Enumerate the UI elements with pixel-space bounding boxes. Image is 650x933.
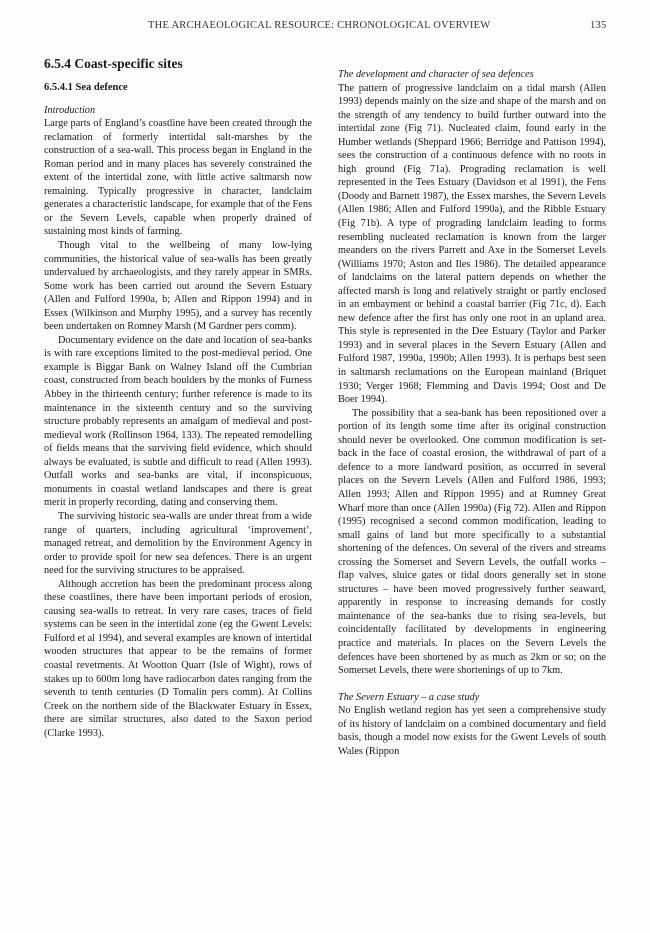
right-column bbox=[338, 68, 606, 758]
subsection-heading: 6.5.4.1 Sea defence bbox=[44, 82, 128, 93]
development-heading: The development and character of sea defences bbox=[338, 69, 534, 80]
paragraph: Documentary evidence on the date and location of sea-banks is with rare exceptions limited to the post-medieval period. One example is Biggar Bank on Walney Island off the Cumbrian coast, constructed from beach boulders by the monks of Furness Abbey in the thirteenth century; further reference is made to its maintenance in the sixteenth century and so the surviving structure probably represents an amalgam of medieval and post-medieval work (Rollinson 1964, 133). The repeated remodelling of fields means that the surviving field evidence, which should always be evaluated, is subtle and difficult to read (Allen 1993). Outfall works and sea-banks are vital, if inconspicuous, monuments in coastal wetland landscapes and there is great merit in properly recording, dating and conserving them. bbox=[44, 334, 312, 509]
paragraph: The pattern of progressive landclaim on a tidal marsh (Allen 1993) depends mainly on the size and shape of the marsh and on the strength of any tendency to build further outward into the intertidal zone (Fig 71). Nucleated claim, found early in the Humber wetlands (Sheppard 1966; Berridge and Pattison 1994), sees the construction of a continuous defence with no roots in high ground (Fig 71a). Prograding reclamation is well represented in the Tees Estuary (Davidson et al 1991), the Fens (Doody and Barnett 1987), the Essex marshes, the Severn Levels (Allen 1986; Allen and Fulford 1990a), and the Ribble Estuary (Fig 71b). A type of prograding landclaim leading to forms resembling nucleated reclamation is known from the larger meanders on the rivers Parrett and Axe in the Somerset Levels (Williams 1970; Aston and Iles 1986). The detailed appearance of landclaims on the lateral pattern depends on whether the affected marsh is long and relatively straight or partly enclosed in an embayment or behind a coastal barrier (Fig 71c, d). Each new defence after the first has only one root in an upland area. This style is represented in the Dee Estuary (Taylor and Parker 1993) and in several places in the Severn Estuary (Allen and Fulford 1987, 1990a, 1990b; Allen 1993). It is perhaps best seen in saltmarsh reclamations on the European mainland (Briquet 1930; Verger 1968; Flemming and Davis 1994; Oost and De Boer 1994). bbox=[338, 82, 606, 406]
page-number: 135 bbox=[590, 20, 607, 31]
introduction-heading: Introduction bbox=[44, 104, 96, 116]
case-study-heading: The Severn Estuary – a case study bbox=[338, 691, 480, 703]
paragraph: Large parts of England’s coastline have been created through the reclamation of formerly intertidal salt-marshes by the construction of a sea-wall. This process began in England in the Roman period and in many places has severely constrained the extent of the intertidal zone, with little active saltmarsh now remaining. Typically progressive in character, landclaim generates a characteristic landscape, for example that of the Fens or the Severn Levels, capable when properly drained of sustaining most kinds of farming. bbox=[44, 118, 312, 238]
paragraph: No English wetland region has yet seen a comprehensive study of its history of landclaim on a combined documentary and field basis, though a model now exists for the Gwent Levels of south Wales (Rippon bbox=[338, 705, 606, 757]
paragraph: Although accretion has been the predominant process along these coastlines, there have been important periods of erosion, causing sea-walls to retreat. In very rare cases, traces of field systems can be seen in the intertidal zone (eg the Gwent Levels: Fulford et al 1994), and several examples are known of intertidal wooden structures that appear to be the remains of former coastal revetments. At Wootton Quarr (Isle of Wight), rows of stakes up to 600m long have radiocarbon dates ranging from the seventh to tenth centuries (D Tomalin pers comm). At Collins Creek on the northern side of the Blackwater Estuary in Essex, there are similar structures, also dated to the Saxon period (Clarke 1993). bbox=[44, 578, 312, 739]
paragraph: The possibility that a sea-bank has been repositioned over a portion of its length some time after its original construction should never be overlooked. One common modification is set-back in the face of coastal erosion, the withdrawal of part of a defence to a more landward position, as occurred in several places on the Severn Levels (Allen and Fulford 1986, 1993; Allen 1993; Allen and Rippon 1995) and at Rumney Great Wharf more than once (Allen 1990a) (Fig 72). Allen and Rippon (1995) recognised a second common modification, leading to small gains of land but more specifically to a substantial shortening of the defences. On several of the rivers and streams crossing the Somerset and Severn Levels, the outfall works – flap valves, sluice gates or tidal doors generally set in stone structures – have been moved progressively further seaward, apparently in response to increasing demands for costly maintenance of the sea-banks due to rising sea-levels, but coincidentally facilitated by developments in engineering practice and materials. In places on the Severn Levels the defences have been shortened by as much as 2km or so; on the Somerset Levels, there were shortenings of up to 7km. bbox=[338, 407, 606, 677]
paragraph: Though vital to the wellbeing of many low-lying communities, the historical value of sea-walls has been greatly undervalued by archaeologists, and they rarely appear in SMRs. Some work has been carried out around the Severn Estuary (Allen and Fulford 1990a, b; Allen and Rippon 1994) and in Essex (Wilkinson and Murphy 1995), and a survey has recently been undertaken on Romney Marsh (M Gardner pers comm). bbox=[44, 240, 312, 333]
section-heading: 6.5.4 Coast-specific sites bbox=[44, 56, 183, 71]
paragraph: The surviving historic sea-walls are under threat from a wide range of quarters, including agricultural ‘improvement’, managed retreat, and demolition by the Environment Agency in order to provide spoil for new sea defences. There is an urgent need for the surviving structures to be appraised. bbox=[44, 510, 312, 577]
left-column bbox=[44, 56, 312, 740]
running-head-title: THE ARCHAEOLOGICAL RESOURCE: CHRONOLOGICAL OVERVIEW bbox=[148, 20, 491, 31]
